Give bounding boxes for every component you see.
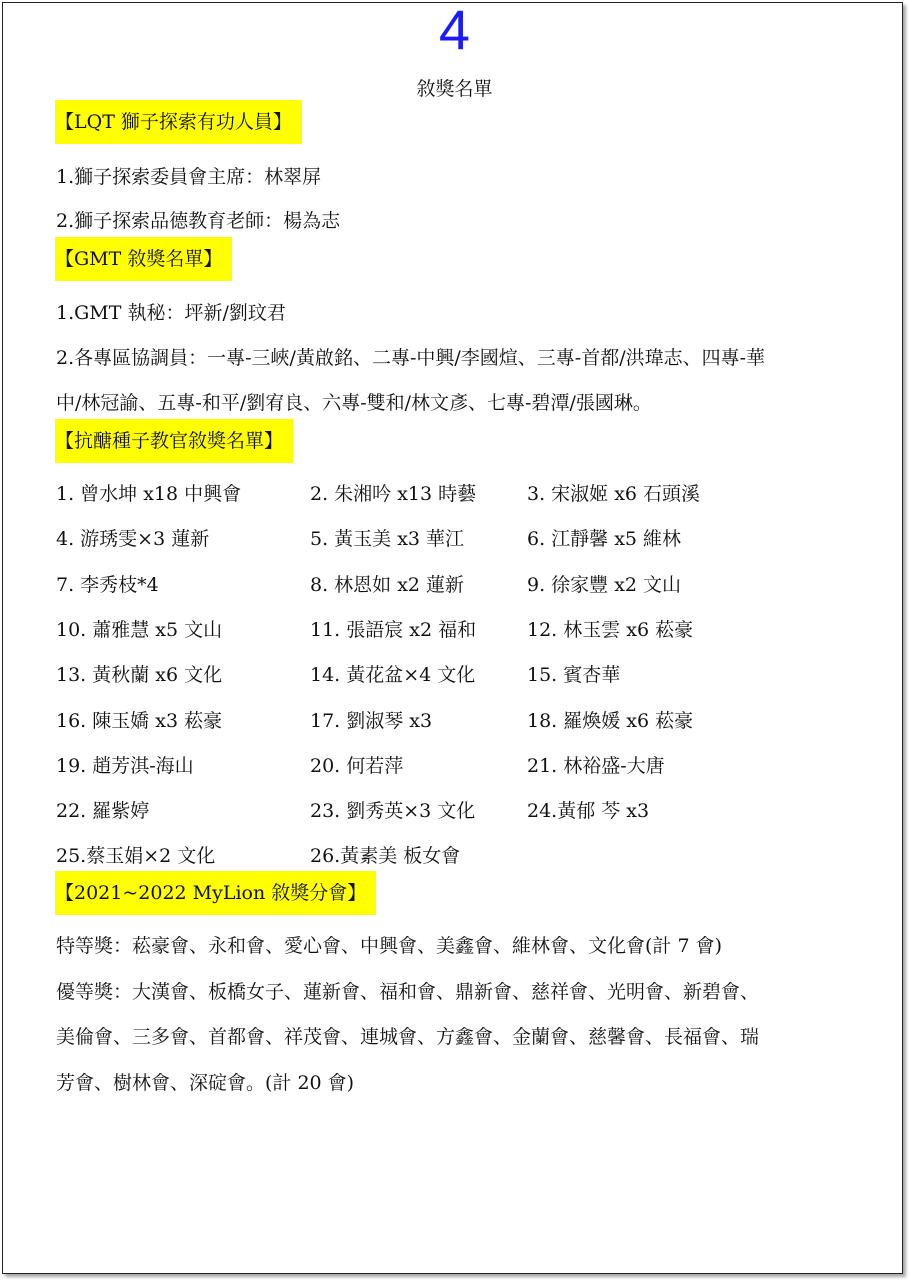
- page-subtitle: 敘獎名單: [416, 78, 493, 100]
- lqt-line-1: 1.獅子探索委員會主席：林翠屏: [56, 166, 322, 188]
- mylion-line-1: 特等獎：菘豪會、永和會、愛心會、中興會、美鑫會、維林會、文化會(計 7 會): [56, 935, 722, 957]
- instructor-entry: 13. 黃秋蘭 x6 文化: [56, 664, 223, 686]
- instructor-entry: 4. 游琇雯×3 蓮新: [56, 528, 210, 550]
- instructor-entry: 22. 羅紫婷: [56, 800, 150, 822]
- section-title-instructors: 【抗醣種子教官敘獎名單】: [55, 419, 293, 463]
- instructor-entry: 14. 黃花盆×4 文化: [310, 664, 476, 686]
- instructor-entry: 16. 陳玉嬌 x3 菘豪: [56, 710, 223, 732]
- instructor-entry: 19. 趙芳淇-海山: [56, 755, 194, 777]
- mylion-line-4: 芳會、樹林會、深碇會。(計 20 會): [56, 1072, 355, 1094]
- instructor-entry: 15. 賓杏華: [527, 664, 621, 686]
- instructor-entry: 6. 江靜馨 x5 維林: [527, 528, 682, 550]
- page-number: 4: [438, 0, 471, 61]
- section-title-mylion: 【2021~2022 MyLion 敘獎分會】: [55, 871, 376, 915]
- section-title-lqt: 【LQT 獅子探索有功人員】: [55, 100, 302, 144]
- instructor-entry: 8. 林恩如 x2 蓮新: [310, 574, 465, 596]
- instructor-entry: 9. 徐家豐 x2 文山: [527, 574, 682, 596]
- instructor-entry: 26.黃素美 板女會: [310, 845, 461, 867]
- instructor-entry: 21. 林裕盛-大唐: [527, 755, 665, 777]
- lqt-line-2: 2.獅子探索品德教育老師：楊為志: [56, 210, 341, 232]
- instructor-entry: 2. 朱湘吟 x13 時藝: [310, 483, 477, 505]
- instructor-entry: 11. 張語宸 x2 福和: [310, 619, 477, 641]
- instructor-entry: 10. 蕭雅慧 x5 文山: [56, 619, 223, 641]
- instructor-entry: 25.蔡玉娟×2 文化: [56, 845, 216, 867]
- instructor-entry: 12. 林玉雲 x6 菘豪: [527, 619, 694, 641]
- instructor-entry: 1. 曾水坤 x18 中興會: [56, 483, 242, 505]
- instructor-entry: 24.黃郁 芩 x3: [527, 800, 650, 822]
- instructor-entry: 17. 劉淑琴 x3: [310, 710, 433, 732]
- gmt-line-3: 中/林冠諭、五專-和平/劉宥良、六專-雙和/林文彥、七專-碧潭/張國琳。: [56, 392, 652, 414]
- section-title-gmt: 【GMT 敘獎名單】: [55, 237, 232, 281]
- mylion-line-2: 優等獎：大漢會、板橋女子、蓮新會、福和會、鼎新會、慈祥會、光明會、新碧會、: [56, 981, 760, 1003]
- instructor-entry: 20. 何若萍: [310, 755, 404, 777]
- instructor-entry: 5. 黃玉美 x3 華江: [310, 528, 465, 550]
- instructor-entry: 23. 劉秀英×3 文化: [310, 800, 476, 822]
- gmt-line-2: 2.各專區協調員：一專-三峽/黃啟銘、二專-中興/李國煊、三專-首都/洪瑋志、四專-華: [56, 347, 766, 369]
- instructor-entry: 18. 羅煥媛 x6 菘豪: [527, 710, 694, 732]
- instructor-entry: 7. 李秀枝*4: [56, 574, 159, 596]
- instructor-entry: 3. 宋淑姬 x6 石頭溪: [527, 483, 701, 505]
- mylion-line-3: 美倫會、三多會、首都會、祥茂會、連城會、方鑫會、金蘭會、慈馨會、長福會、瑞: [56, 1026, 760, 1048]
- gmt-line-1: 1.GMT 執秘：坪新/劉玟君: [56, 302, 286, 324]
